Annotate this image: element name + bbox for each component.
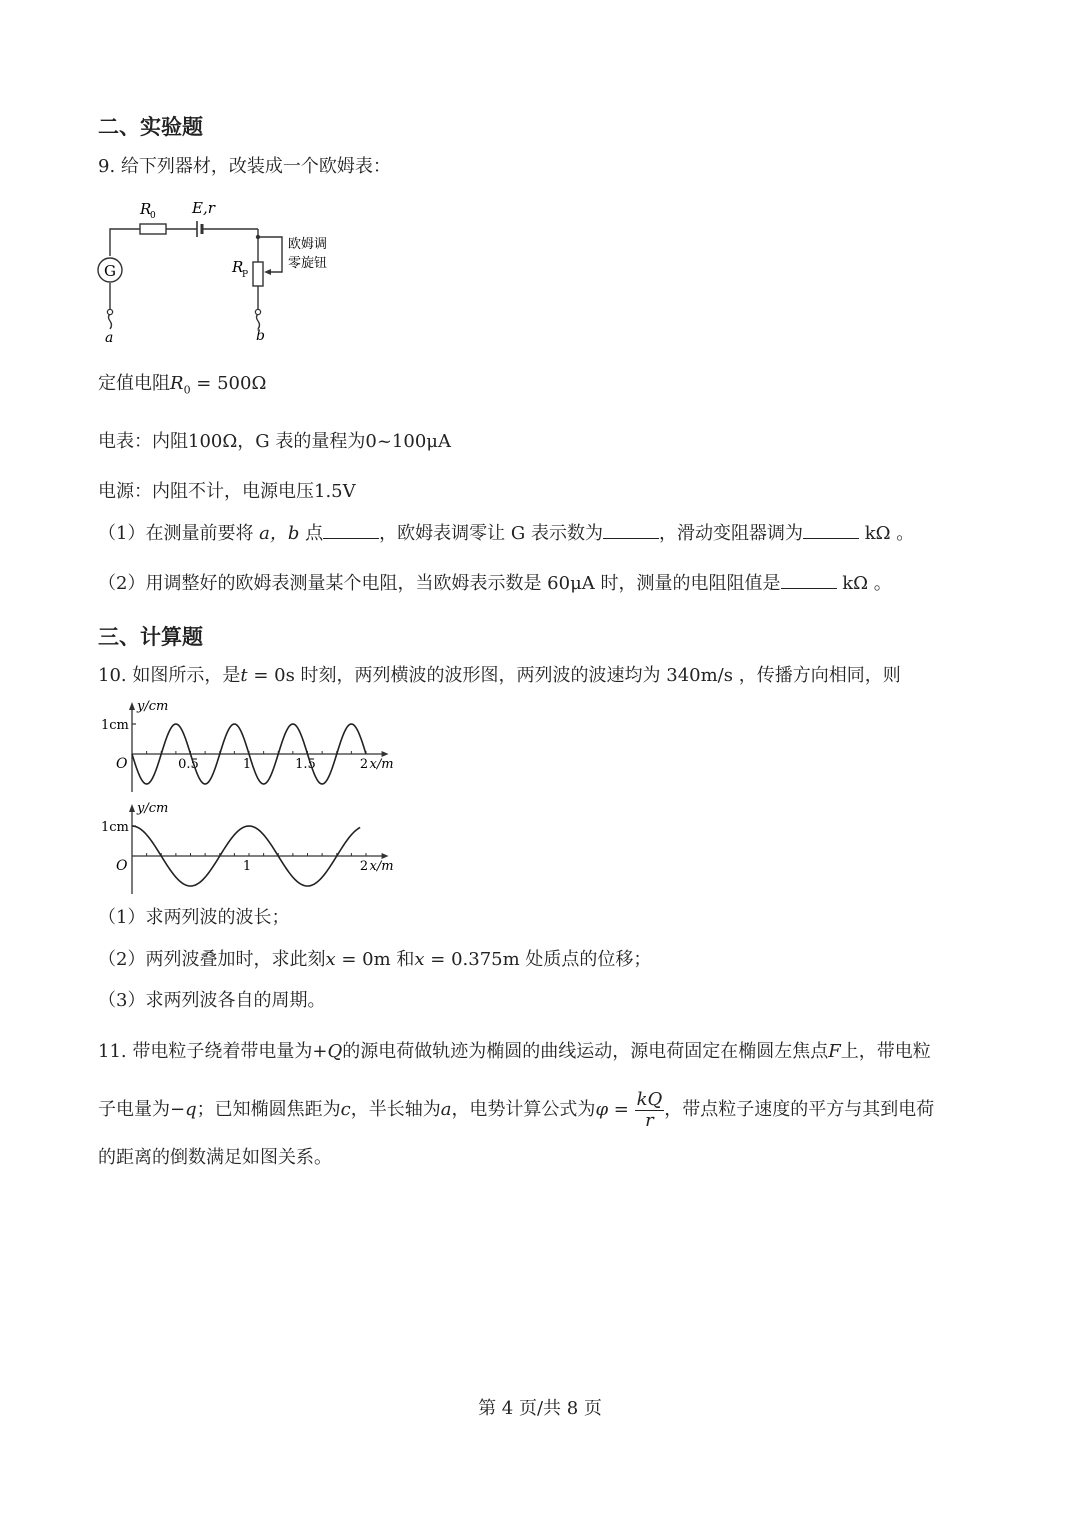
q9-part1: （1）在测量前要将 a，b 点 ，欧姆表调零让 G 表示数为 ，滑动变阻器调为 kΩ 。 bbox=[98, 523, 915, 544]
y-axis-label: y/cm bbox=[137, 699, 169, 714]
answer-blank[interactable] bbox=[803, 522, 859, 539]
wave-1-axes bbox=[101, 699, 394, 792]
x-axis-label: x/m bbox=[369, 757, 394, 772]
svg-text:G: G bbox=[104, 262, 116, 280]
wave-2-axes bbox=[101, 801, 394, 894]
wave-graph-2 bbox=[96, 798, 416, 898]
y-axis-arrow bbox=[129, 804, 135, 812]
x-axis-label: x/m bbox=[369, 859, 394, 874]
q9-fixed-resistor: 定值电阻$R_0 = 500\Omega$ bbox=[98, 373, 267, 397]
svg-text:R: R bbox=[232, 258, 244, 276]
q11-line3: 的距离的倒数满足如图关系。 bbox=[98, 1147, 332, 1168]
y-axis-arrow bbox=[129, 702, 135, 710]
ohmmeter-circuit-diagram bbox=[96, 192, 356, 350]
amplitude-label: 1cm bbox=[101, 820, 129, 835]
x-tick-label: 1 bbox=[242, 757, 252, 772]
answer-blank[interactable] bbox=[323, 522, 379, 539]
q11-line1: 11. 带电粒子绕着带电量为+Q的源电荷做轨迹为椭圆的曲线运动，源电荷固定在椭圆左焦点F上，带电粒 bbox=[98, 1041, 931, 1062]
origin-label: O bbox=[116, 756, 128, 772]
rp-rheostat bbox=[253, 262, 263, 286]
amplitude-label: 1cm bbox=[101, 718, 129, 733]
r0-resistor bbox=[140, 224, 166, 234]
answer-blank[interactable] bbox=[781, 572, 837, 589]
q10-part2: （2）两列波叠加时，求此刻x = 0m 和x = 0.375m 处质点的位移； bbox=[98, 949, 652, 970]
q10-part1: （1）求两列波的波长； bbox=[98, 907, 290, 928]
svg-text:b: b bbox=[256, 328, 265, 344]
svg-text:欧姆调: 欧姆调 bbox=[288, 237, 328, 252]
x-tick-label: 2 bbox=[359, 757, 369, 772]
svg-text:R: R bbox=[140, 200, 152, 218]
svg-text:零旋钮: 零旋钮 bbox=[288, 256, 328, 271]
x-tick-label: 1.5 bbox=[295, 757, 316, 772]
q10-part3: （3）求两列波各自的周期。 bbox=[98, 990, 326, 1011]
q9-meter-spec: 电表：内阻100Ω，G 表的量程为0~100μA bbox=[98, 431, 451, 452]
q11-line2: 子电量为−q；已知椭圆焦距为c，半长轴为a，电势计算公式为φ = $\frac{kQ}{r}$ ，带点粒子速度的平方与其到电荷 bbox=[98, 1088, 935, 1131]
svg-text:E,r: E,r bbox=[192, 199, 215, 217]
x-tick-label: 1 bbox=[242, 859, 252, 874]
page-number: 第 4 页/共 8 页 bbox=[478, 1398, 602, 1419]
q9-part2: （2）用调整好的欧姆表测量某个电阻，当欧姆表示数是 60μA 时，测量的电阻阻值是 kΩ 。 bbox=[98, 573, 892, 594]
svg-text:P: P bbox=[242, 270, 249, 280]
wave-graph-1 bbox=[96, 696, 416, 804]
origin-label: O bbox=[116, 858, 128, 874]
section-title-calculation: 三、计算题 bbox=[98, 625, 203, 649]
answer-blank[interactable] bbox=[603, 522, 659, 539]
q10-stem: 10. 如图所示，是t = 0s 时刻，两列横波的波形图，两列波的波速均为 340m/s ，传播方向相同，则 bbox=[98, 665, 901, 686]
x-tick-label: 2 bbox=[359, 859, 369, 874]
section-title-experiment: 二、实验题 bbox=[98, 115, 203, 139]
x-tick-label: 0.5 bbox=[178, 757, 199, 772]
svg-text:0: 0 bbox=[150, 211, 156, 221]
y-axis-label: y/cm bbox=[137, 801, 169, 816]
q9-power-spec: 电源：内阻不计，电源电压1.5V bbox=[98, 481, 356, 502]
svg-text:a: a bbox=[105, 330, 114, 346]
potential-fraction: $\frac{kQ}{r}$ bbox=[636, 1088, 663, 1131]
q9-stem: 9. 给下列器材，改装成一个欧姆表： bbox=[98, 156, 391, 177]
